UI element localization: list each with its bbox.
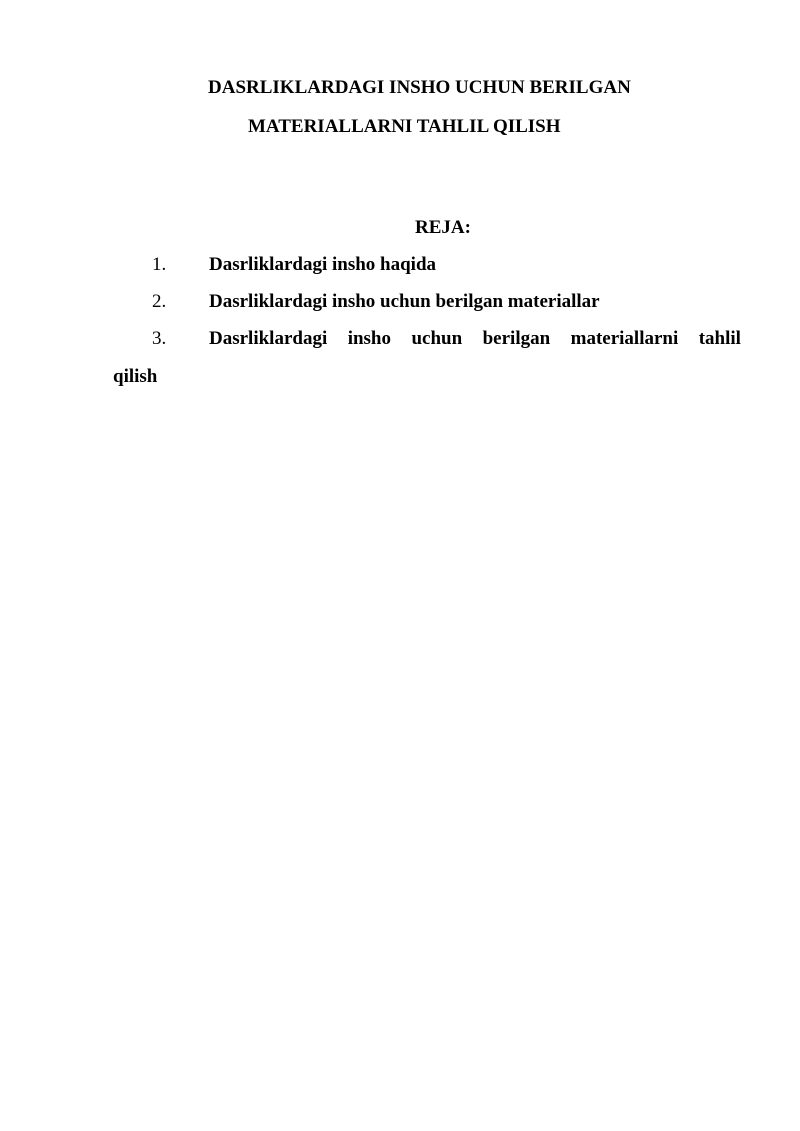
document-title-line-1: DASRLIKLARDAGI INSHO UCHUN BERILGAN [208,77,631,98]
plan-item-text: Dasrliklardagi insho haqida [209,254,437,275]
plan-item-word: tahlil [698,328,741,349]
plan-item-word: insho [347,328,391,349]
plan-item-text-continuation: qilish [113,366,158,387]
plan-item-number: 1. [152,254,167,275]
plan-item-text: Dasrliklardagi insho uchun berilgan materiallar [209,291,600,312]
plan-item-number: 3. [152,328,167,349]
plan-heading: REJA: [415,217,471,238]
plan-item-word: materiallarni [570,328,679,349]
plan-item-word: Dasrliklardagi [209,328,328,349]
plan-item-word: berilgan [482,328,551,349]
document-title-line-2: MATERIALLARNI TAHLIL QILISH [248,116,561,137]
plan-item-number: 2. [152,291,167,312]
plan-item-word: uchun [411,328,463,349]
plan-item-text [209,328,741,350]
